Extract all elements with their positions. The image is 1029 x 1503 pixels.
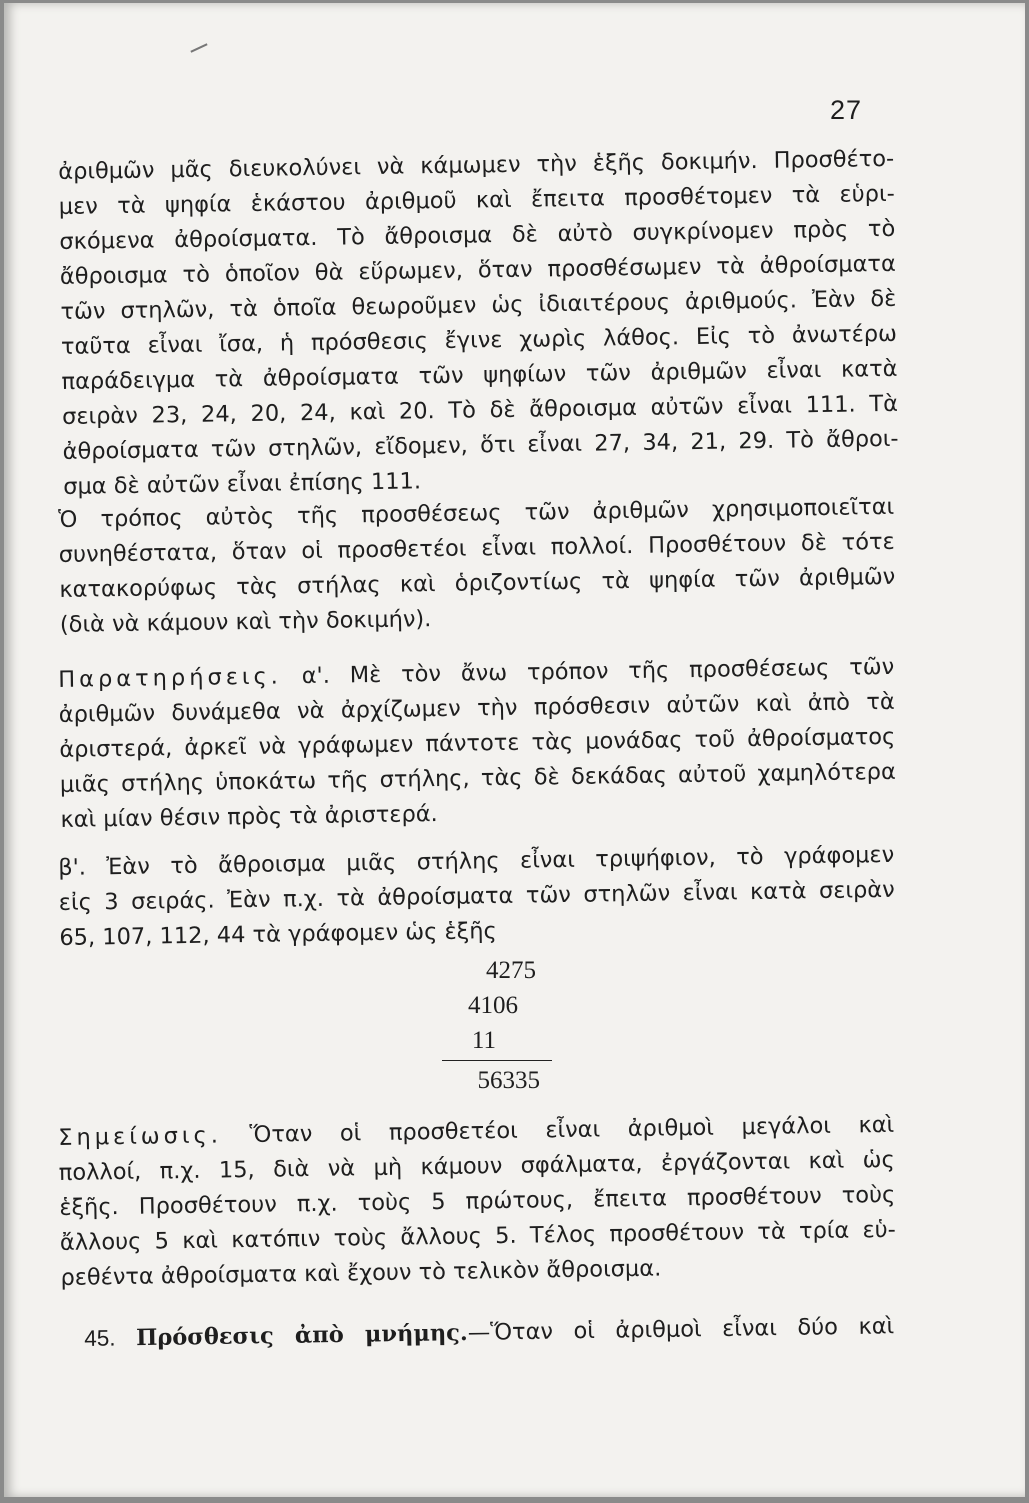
text-line: ἀριθμῶν δυνάμεθα νὰ ἀρχίζωμεν τὴν πρόσθεσιν αὐτῶν καὶ ἀπὸ τὰ <box>58 688 895 728</box>
remarks-label: Παρατηρήσεις. <box>58 663 283 693</box>
text-line: ἑξῆς. Προσθέτουν π.χ. τοὺς 5 πρώτους, ἔπειτα προσθέτουν τοὺς <box>59 1181 896 1221</box>
section-number: 45. <box>84 1325 116 1351</box>
section-title: Πρόσθεσις ἀπὸ μνήμης. <box>135 1319 468 1352</box>
note-section <box>58 1108 897 1296</box>
text-line: ταῦτα εἶναι ἴσα, ἡ πρόσθεσις ἔγινε χωρὶς λάθος. Εἰς τὸ ἀνωτέρω <box>60 320 898 360</box>
text-line: παράδειγμα τὰ ἀθροίσματα τῶν ψηφίων τῶν ἀριθμῶν εἶναι κατὰ <box>61 355 898 395</box>
print-speck <box>190 43 207 52</box>
text-line: ἀριθμῶν μᾶς διευκολύνει νὰ κάμωμεν τὴν ἑξῆς δοκιμήν. Προσθέτο- <box>58 145 895 185</box>
book-page <box>4 3 1025 1497</box>
text-line: 65, 107, 112, 44 τὰ γράφομεν ὡς ἑξῆς <box>59 918 497 951</box>
addend-row: 11 <box>471 1027 496 1054</box>
text-line: ρεθέντα ἀθροίσματα καὶ ἔχουν τὸ τελικὸν ἄθροισμα. <box>60 1255 662 1291</box>
text-line: σκόμενα ἀθροίσματα. Τὸ ἄθροισμα δὲ αὐτὸ συγκρίνομεν πρὸς τὸ <box>59 215 896 255</box>
text-line: εἰς 3 σειράς. Ἐὰν π.χ. τὰ ἀθροίσματα τῶν στηλῶν εἶναι κατὰ σειρὰν <box>58 876 895 916</box>
text-line: σειρὰν 23, 24, 20, 24, καὶ 20. Τὸ δὲ ἄθροισμα αὐτῶν εἶναι 111. Τὰ <box>61 390 899 430</box>
remarks-section <box>58 650 897 838</box>
text-line: ἀθροίσματα τῶν στηλῶν, εἴδομεν, ὅτι εἶναι 27, 34, 21, 29. Τὸ ἄθροι- <box>62 425 899 465</box>
text-line: συνηθέστατα, ὅταν οἱ προσθετέοι εἶναι πολλοί. Προσθέτουν δὲ τότε <box>58 528 895 568</box>
text-line: κατακορύφως τὰς στήλας καὶ ὁριζοντίως τὰ ψηφία τῶν ἀριθμῶν <box>59 563 896 603</box>
sum-rule <box>442 1060 552 1061</box>
text-line: Ὁ τρόπος αὐτὸς τῆς προσθέσεως τῶν ἀριθμῶν χρησιμοποιεῖται <box>58 493 895 533</box>
addend-row: 4275 <box>486 957 536 984</box>
paragraph-2 <box>58 490 896 643</box>
text-line: σμα δὲ αὐτῶν εἶναι ἐπίσης 111. <box>63 468 422 500</box>
addend-row: 4106 <box>468 992 518 1019</box>
page-number: 27 <box>830 95 863 125</box>
addition-example <box>442 953 552 1098</box>
text-line: β'. Ἐὰν τὸ ἄθροισμα μιᾶς στήλης εἶναι τριψήφιον, τὸ γράφομεν <box>58 841 895 881</box>
text-line: (διὰ νὰ κάμουν καὶ τὴν δοκιμήν). <box>59 606 432 638</box>
text-line: α'. Μὲ τὸν ἄνω τρόπον τῆς προσθέσεως τῶν <box>301 653 895 690</box>
text-line: —Ὅταν οἱ ἀριθμοὶ εἶναι δύο καὶ <box>467 1313 895 1346</box>
text-line: ἀριστερά, ἀρκεῖ νὰ γράφωμεν πάντοτε τὰς μονάδας τοῦ ἀθροίσματος <box>59 723 896 763</box>
sum-total: 56335 <box>477 1067 540 1094</box>
text-line: πολλοί, π.χ. 15, διὰ νὰ μὴ κάμουν σφάλματα, ἐργάζονται καὶ ὡς <box>58 1146 895 1186</box>
text-line: Ὅταν οἱ προσθετέοι εἶναι ἀριθμοὶ μεγάλοι καὶ <box>249 1111 895 1148</box>
note-label: Σημείωσις. <box>58 1122 223 1151</box>
text-line: ἄθροισμα τὸ ὁποῖον θὰ εὕρωμεν, ὅταν προσθέσωμεν τὰ ἀθροίσματα <box>59 250 897 290</box>
section-45 <box>84 1308 894 1357</box>
text-line: ἄλλους 5 καὶ κατόπιν τοὺς ἄλλους 5. Τέλος προσθέτουν τὰ τρία εὑ- <box>59 1216 897 1256</box>
text-line: μιᾶς στήλης ὑποκάτω τῆς στήλης, τὰς δὲ δεκάδας αὐτοῦ χαμηλότερα <box>59 758 897 798</box>
text-line: καὶ μίαν θέσιν πρὸς τὰ ἀριστερά. <box>60 801 438 833</box>
paragraph-1 <box>58 142 899 505</box>
text-line: τῶν στηλῶν, τὰ ὁποῖα θεωροῦμεν ὡς ἰδιαιτέρους ἀριθμούς. Ἐὰν δὲ <box>60 285 897 325</box>
remark-b <box>58 838 896 956</box>
text-line: μεν τὰ ψηφία ἑκάστου ἀριθμοῦ καὶ ἔπειτα προσθέτομεν τὰ εὑρι- <box>58 180 895 220</box>
